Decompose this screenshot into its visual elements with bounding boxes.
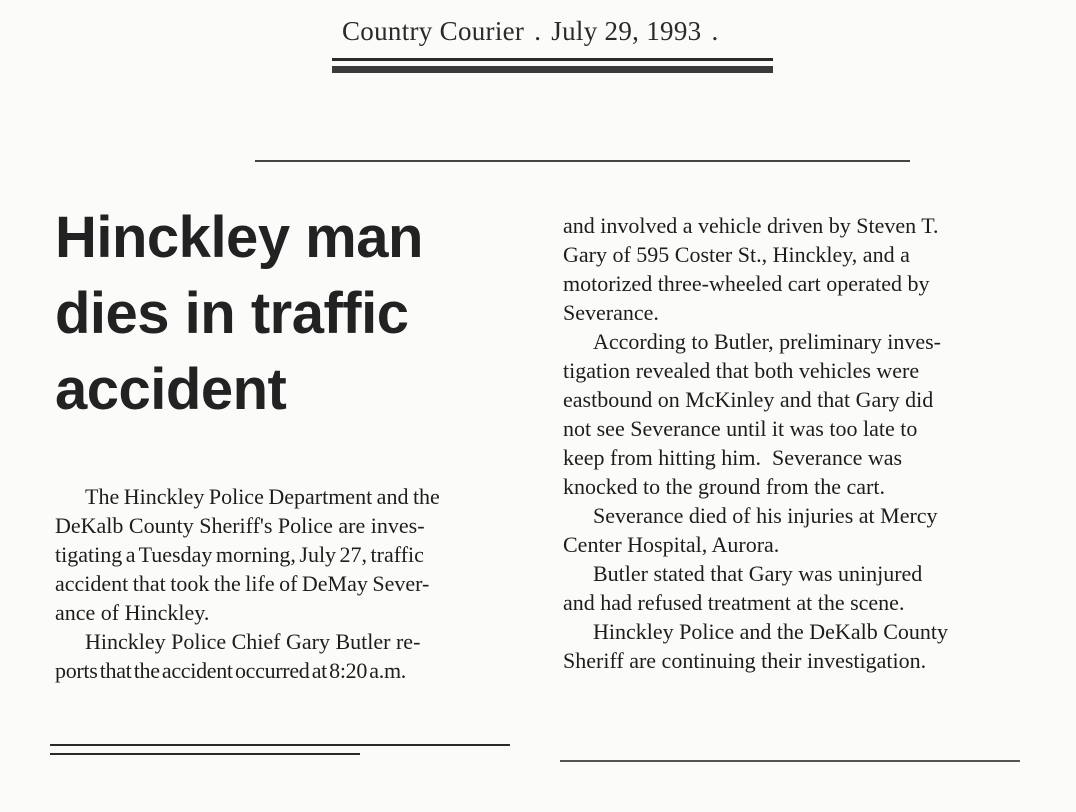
text-line: eastbound on McKinley and that Gary did bbox=[563, 387, 934, 412]
text-line: and involved a vehicle driven by Steven T. bbox=[563, 213, 939, 238]
text-line: DeKalb County Sheriff's Police are inves- bbox=[55, 513, 425, 538]
article-headline bbox=[55, 200, 515, 428]
text-line: and had refused treatment at the scene. bbox=[563, 590, 905, 615]
paragraph bbox=[563, 327, 1033, 501]
masthead-end-mark: . bbox=[711, 16, 719, 46]
paragraph bbox=[563, 559, 1033, 617]
text-line: Gary of 595 Coster St., Hinckley, and a bbox=[563, 242, 910, 267]
paragraph bbox=[55, 482, 521, 627]
text-line: motorized three-wheeled cart operated by bbox=[563, 271, 930, 296]
paragraph bbox=[563, 211, 1033, 327]
text-line: ance of Hinckley. bbox=[55, 600, 210, 625]
text-line: Sheriff are continuing their investigation. bbox=[563, 648, 927, 673]
article-column-right bbox=[563, 211, 1033, 675]
text-line: tigating a Tuesday morning, July 27, traffic bbox=[55, 542, 424, 567]
text-line: Center Hospital, Aurora. bbox=[563, 532, 780, 557]
text-line: ports that the accident occurred at 8:20 a.m. bbox=[55, 658, 406, 683]
masthead-rule-thin bbox=[332, 58, 773, 61]
text-line: Hinckley Police and the DeKalb County bbox=[593, 619, 948, 644]
article-bottom-rule bbox=[50, 744, 510, 746]
text-line: Severance. bbox=[563, 300, 659, 325]
paper-name: Country Courier bbox=[342, 16, 525, 46]
text-line: tigation revealed that both vehicles were bbox=[563, 358, 920, 383]
text-line: Hinckley Police Chief Gary Butler re- bbox=[85, 629, 421, 654]
headline-line: accident bbox=[55, 357, 287, 422]
text-line: Butler stated that Gary was uninjured bbox=[593, 561, 923, 586]
article-top-rule bbox=[255, 160, 910, 162]
text-line: According to Butler, preliminary inves- bbox=[593, 329, 941, 354]
paragraph bbox=[563, 501, 1033, 559]
text-line: The Hinckley Police Department and the bbox=[85, 484, 440, 509]
masthead-separator: . bbox=[534, 16, 542, 46]
article-bottom-rule-short bbox=[50, 753, 360, 755]
text-line: knocked to the ground from the cart. bbox=[563, 474, 885, 499]
article-bottom-rule-right bbox=[560, 760, 1020, 762]
paragraph bbox=[55, 627, 521, 685]
paragraph bbox=[563, 617, 1033, 675]
headline-line: Hinckley man bbox=[55, 205, 423, 270]
headline-line: dies in traffic bbox=[55, 281, 409, 346]
masthead-rule-thick bbox=[332, 66, 773, 73]
issue-date: July 29, 1993 bbox=[551, 16, 702, 46]
article-column-left bbox=[55, 482, 521, 685]
text-line: keep from hitting him. Severance was bbox=[563, 445, 903, 470]
text-line: Severance died of his injuries at Mercy bbox=[593, 503, 938, 528]
masthead bbox=[342, 16, 729, 47]
text-line: not see Severance until it was too late to bbox=[563, 416, 918, 441]
text-line: accident that took the life of DeMay Sever- bbox=[55, 571, 430, 596]
